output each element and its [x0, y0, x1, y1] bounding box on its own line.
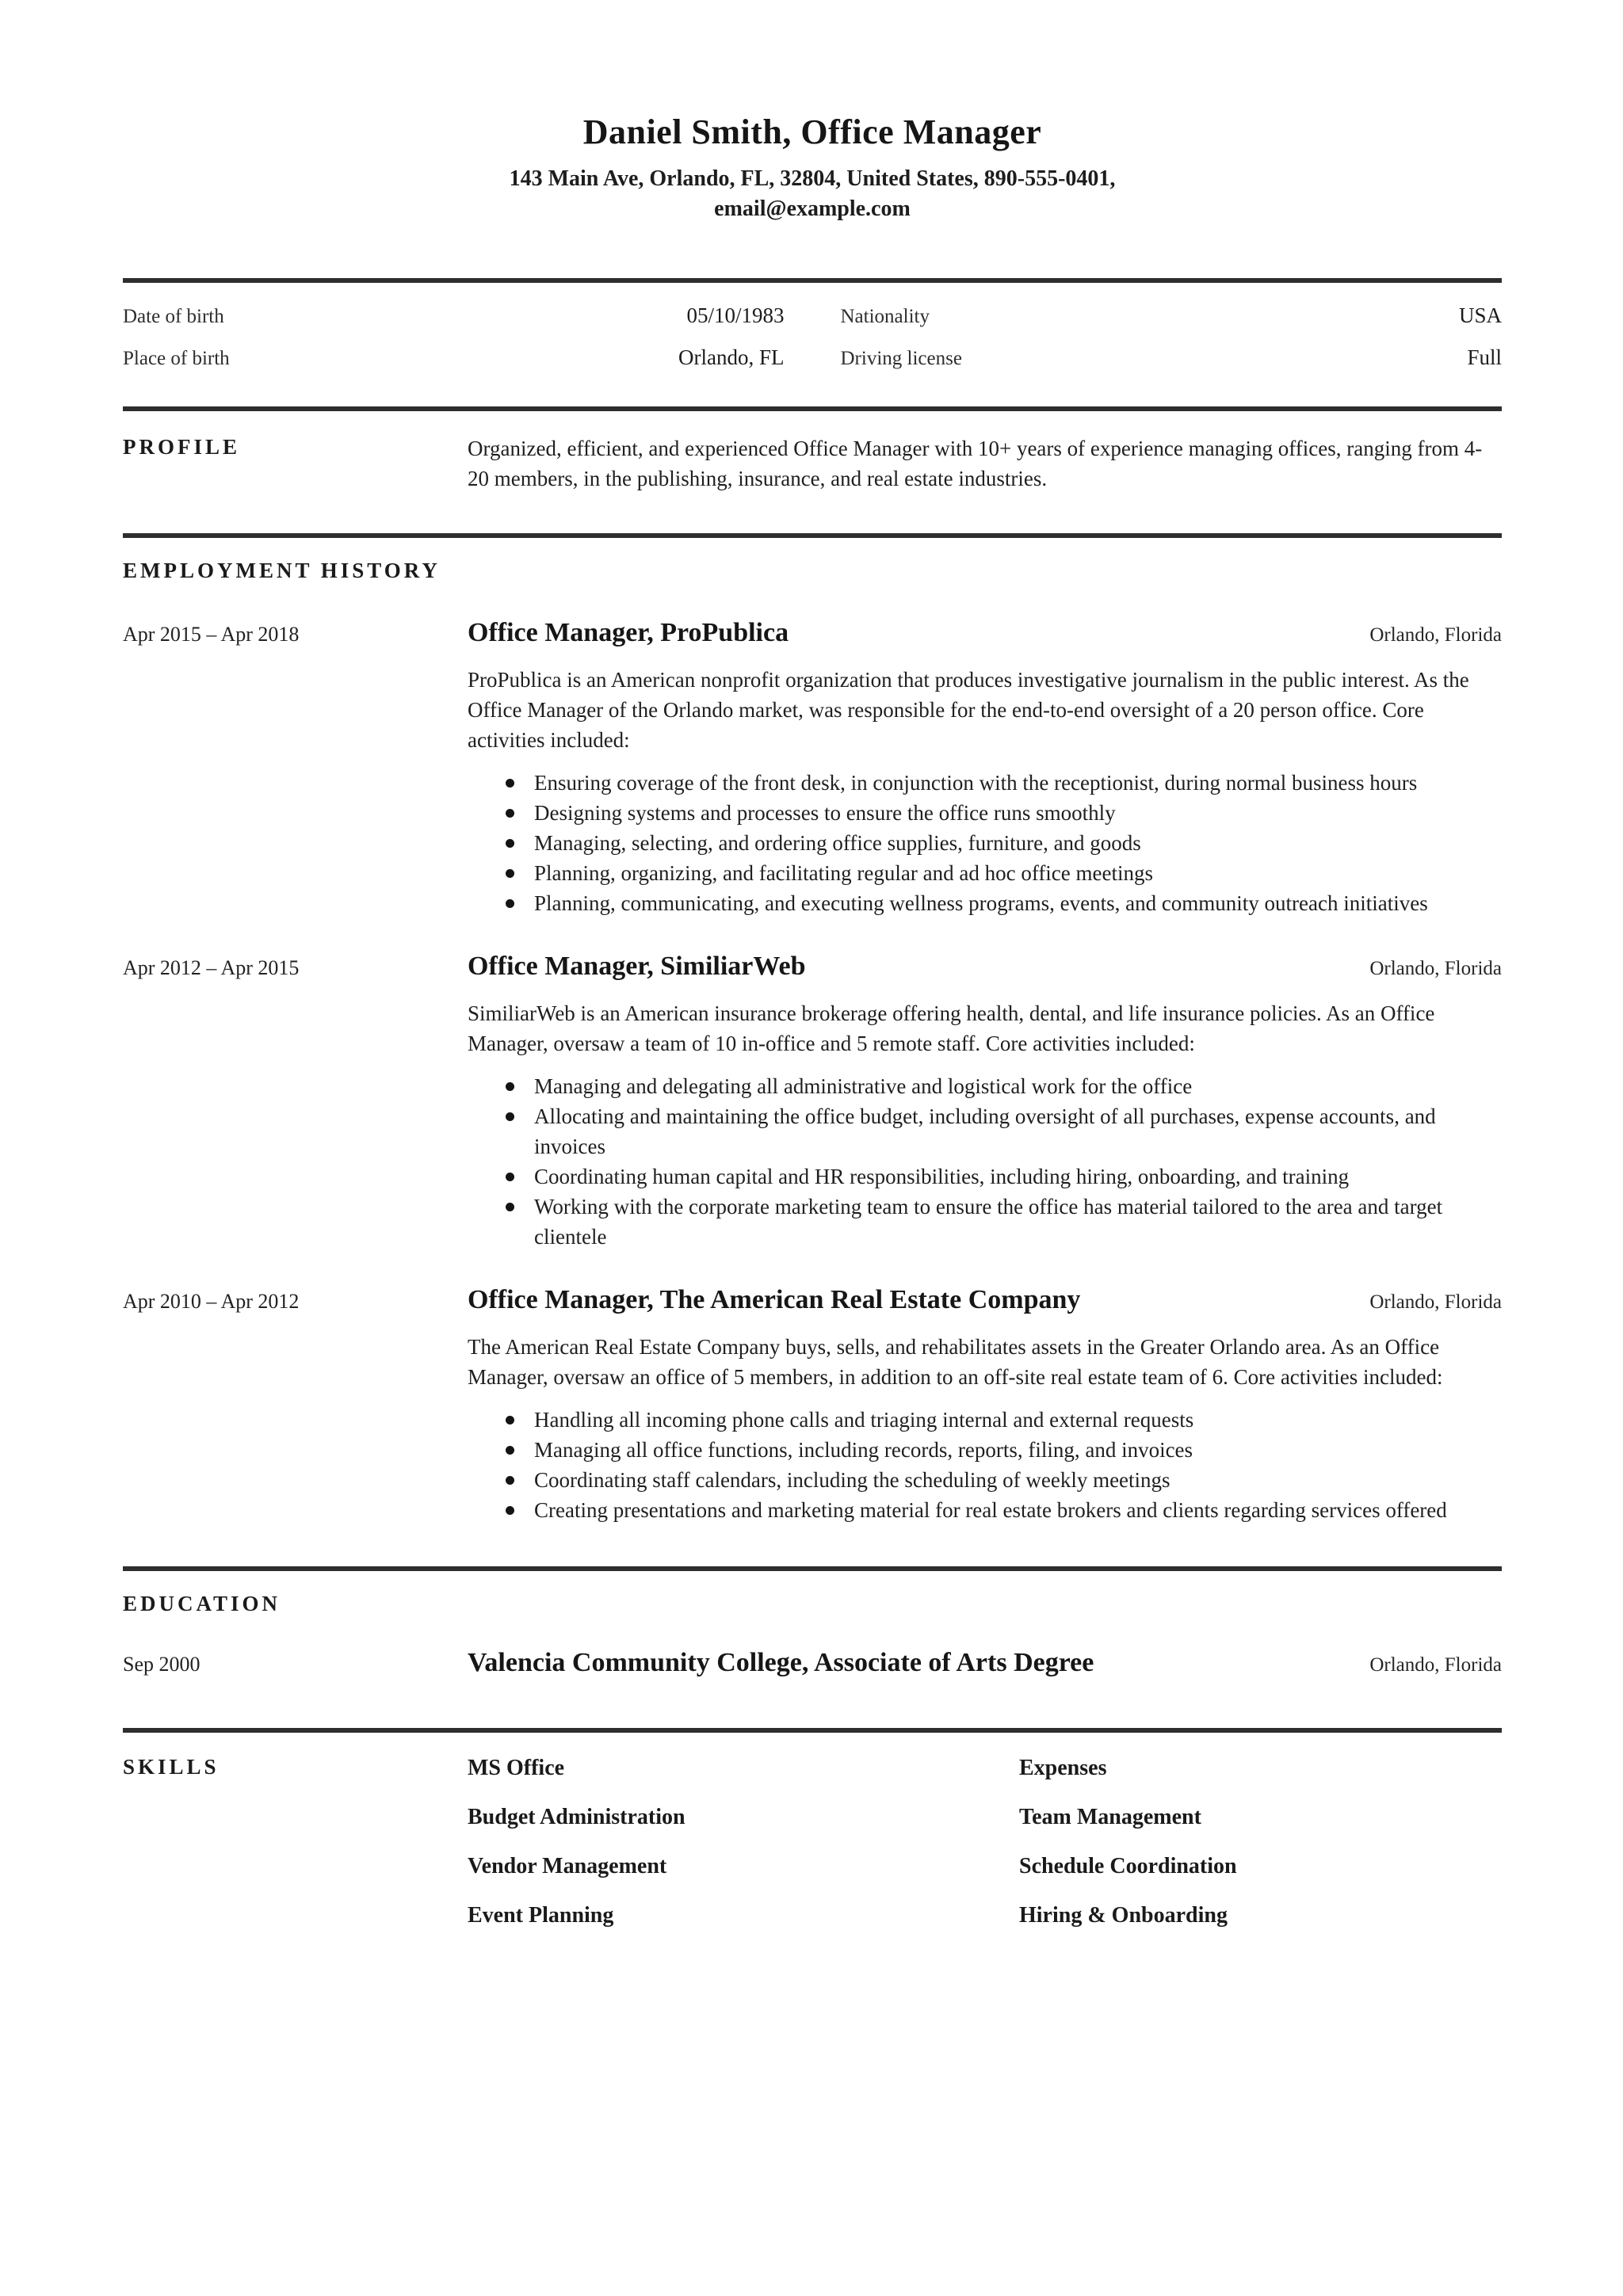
- job-bullet: Managing all office functions, including records, reports, filing, and invoices: [468, 1435, 1502, 1465]
- section-divider: [123, 1728, 1502, 1733]
- job-description: The American Real Estate Company buys, sells, and rehabilitates assets in the Greater Orlando area. As an Office Manager, oversaw an office of 5 members, in addition to an off-site real estate team of 6. Core activities included:: [468, 1334, 1443, 1389]
- education-title: Valencia Community College, Associate of Arts Degree: [468, 1647, 1094, 1677]
- job-description: SimiliarWeb is an American insurance brokerage offering health, dental, and life insurance policies. As an Office Manager, oversaw a team of 10 in-office and 5 remote staff. Core activities included:: [468, 1001, 1435, 1055]
- job-bullet: Creating presentations and marketing material for real estate brokers and clients regarding services offered: [468, 1495, 1502, 1525]
- candidate-name: Daniel Smith, Office Manager: [582, 113, 1042, 151]
- job-bullet: Working with the corporate marketing team to ensure the office has material tailored to the area and target clientele: [468, 1192, 1502, 1252]
- job-bullets: [468, 768, 1502, 918]
- profile-heading: PROFILE: [123, 434, 241, 459]
- job-dates: Apr 2015 – Apr 2018: [123, 622, 300, 646]
- job-bullet: Planning, communicating, and executing wellness programs, events, and community outreach initiatives: [468, 888, 1502, 918]
- detail-pair-nationality: [841, 303, 1503, 328]
- details-row: [123, 345, 1502, 370]
- job-bullet: Coordinating staff calendars, including the scheduling of weekly meetings: [468, 1465, 1502, 1495]
- job-bullet: Ensuring coverage of the front desk, in conjunction with the receptionist, during normal business hours: [468, 768, 1502, 798]
- dob-label: Date of birth: [123, 305, 224, 327]
- nationality-label: Nationality: [840, 305, 930, 327]
- skill-item: Vendor Management: [468, 1853, 667, 1878]
- skill-item: Expenses: [1019, 1755, 1107, 1780]
- job-entry: [123, 616, 1502, 918]
- job-bullet: Managing, selecting, and ordering office supplies, furniture, and goods: [468, 828, 1502, 858]
- job-title-row: [468, 616, 1502, 649]
- resume-header: [123, 113, 1502, 224]
- education-dates: Sep 2000: [123, 1652, 200, 1676]
- section-divider: [123, 1566, 1502, 1571]
- education-heading: EDUCATION: [123, 1591, 281, 1615]
- dob-value: 05/10/1983: [686, 303, 785, 327]
- job-entry: [123, 950, 1502, 1252]
- education-title-row: [468, 1646, 1502, 1679]
- employment-section: [123, 557, 1502, 1525]
- job-body: [468, 616, 1502, 918]
- skills-grid: [468, 1753, 1502, 1950]
- license-label: Driving license: [840, 347, 962, 369]
- job-location: Orlando, Florida: [1369, 624, 1502, 646]
- skill-item: Team Management: [1019, 1804, 1201, 1829]
- skill-item: Budget Administration: [468, 1804, 685, 1829]
- job-description: ProPublica is an American nonprofit organization that produces investigative journalism in the public interest. As the Office Manager of the Orlando market, was responsible for the end-to-end oversight of a 20 person office. Core activities included:: [468, 667, 1469, 752]
- education-section: [123, 1590, 1502, 1679]
- education-entry: [123, 1646, 1502, 1679]
- section-divider: [123, 533, 1502, 538]
- details-row: [123, 303, 1502, 328]
- job-entry: [123, 1283, 1502, 1525]
- skill-item: MS Office: [468, 1755, 565, 1780]
- job-bullet: Allocating and maintaining the office budget, including oversight of all purchases, expense accounts, and invoices: [468, 1101, 1502, 1161]
- job-location: Orlando, Florida: [1369, 957, 1502, 979]
- contact-line-email: email@example.com: [714, 196, 911, 221]
- job-bullet: Managing and delegating all administrative and logistical work for the office: [468, 1071, 1502, 1101]
- license-value: Full: [1467, 345, 1502, 369]
- detail-pair-dob: [123, 303, 785, 328]
- profile-summary: Organized, efficient, and experienced Office Manager with 10+ years of experience managing offices, ranging from 4-20 members, in the publishing, insurance, and real estate industries.: [468, 436, 1483, 490]
- job-title: Office Manager, The American Real Estate Company: [468, 1284, 1081, 1314]
- nationality-value: USA: [1458, 303, 1502, 327]
- job-title-row: [468, 950, 1502, 982]
- job-title: Office Manager, SimiliarWeb: [468, 951, 806, 981]
- section-divider: [123, 406, 1502, 411]
- contact-info: [123, 164, 1502, 224]
- job-body: [468, 1283, 1502, 1525]
- personal-details: [123, 283, 1502, 370]
- job-bullet: Planning, organizing, and facilitating regular and ad hoc office meetings: [468, 858, 1502, 888]
- contact-line-address: 143 Main Ave, Orlando, FL, 32804, United States, 890-555-0401,: [509, 166, 1116, 191]
- job-title: Office Manager, ProPublica: [468, 617, 789, 647]
- job-bullet: Handling all incoming phone calls and triaging internal and external requests: [468, 1405, 1502, 1435]
- profile-content-col: [468, 433, 1502, 494]
- skill-item: Hiring & Onboarding: [1019, 1902, 1228, 1928]
- job-body: [468, 950, 1502, 1252]
- job-location: Orlando, Florida: [1369, 1291, 1502, 1313]
- job-bullets: [468, 1071, 1502, 1252]
- job-bullet: Coordinating human capital and HR responsibilities, including hiring, onboarding, and training: [468, 1161, 1502, 1192]
- skills-heading: SKILLS: [123, 1754, 220, 1779]
- job-dates: Apr 2012 – Apr 2015: [123, 955, 300, 979]
- detail-pair-license: [841, 345, 1503, 370]
- skills-section: [123, 1753, 1502, 1950]
- skill-item: Event Planning: [468, 1902, 614, 1928]
- job-title-row: [468, 1283, 1502, 1316]
- pob-value: Orlando, FL: [678, 345, 785, 369]
- employment-heading: EMPLOYMENT HISTORY: [123, 558, 441, 582]
- skill-item: Schedule Coordination: [1019, 1853, 1237, 1878]
- job-bullets: [468, 1405, 1502, 1525]
- skills-label-col: [123, 1753, 468, 1950]
- education-body: [468, 1646, 1502, 1679]
- profile-section: [123, 433, 1502, 494]
- detail-pair-pob: [123, 345, 785, 370]
- job-dates: Apr 2010 – Apr 2012: [123, 1289, 300, 1313]
- job-bullet: Designing systems and processes to ensure the office runs smoothly: [468, 798, 1502, 828]
- profile-label-col: [123, 433, 468, 494]
- pob-label: Place of birth: [123, 347, 230, 369]
- education-location: Orlando, Florida: [1369, 1653, 1502, 1676]
